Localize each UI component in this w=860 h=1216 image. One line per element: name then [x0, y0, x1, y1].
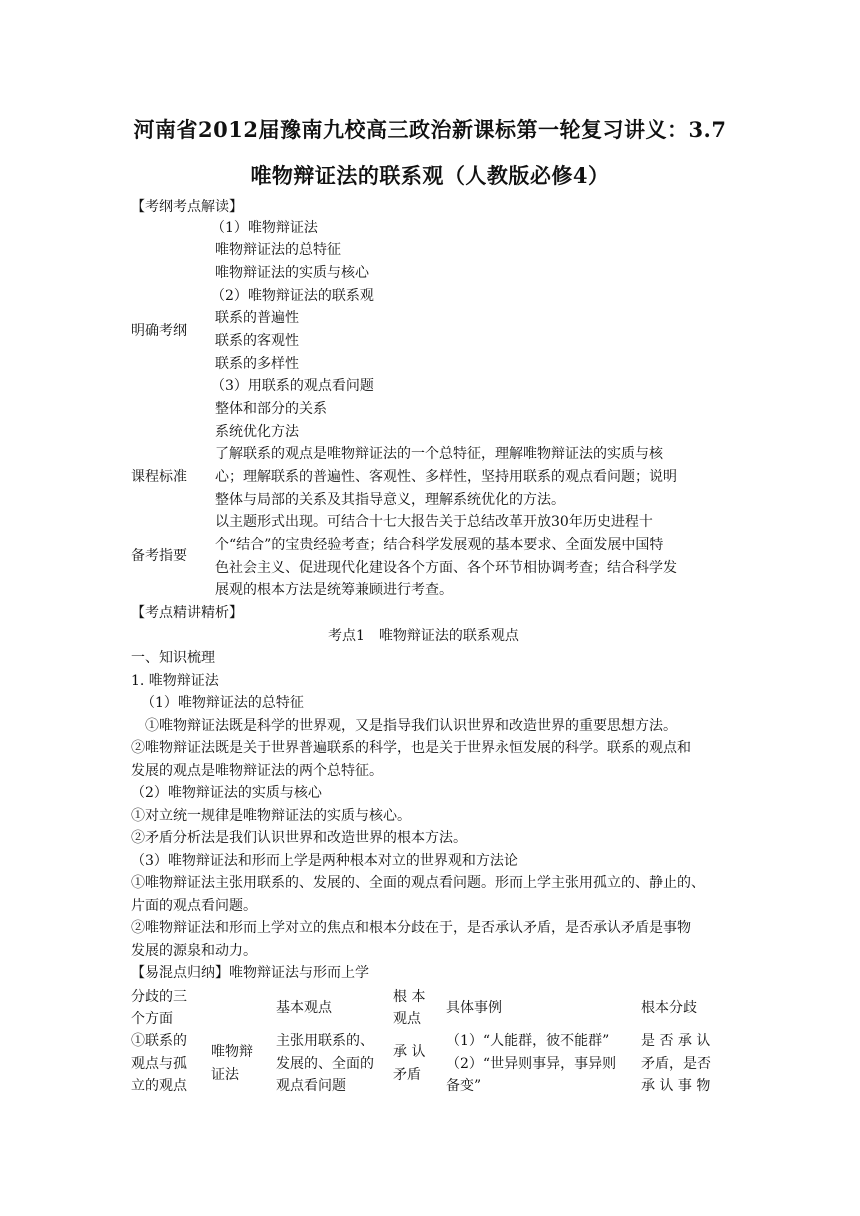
- body-line: ①唯物辩证法主张用联系的、发展的、全面的观点看问题。形而上学主张用孤立的、静止的、: [131, 875, 705, 891]
- section-header-jingjiang: 【考点精讲精析】: [131, 605, 243, 621]
- body-line: 发展的源泉和动力。: [131, 943, 257, 959]
- th-fenqi-2: 个方面: [131, 1011, 173, 1027]
- body-line: （1）唯物辩证法的总特征: [141, 695, 304, 711]
- kecheng-line: 心；理解联系的普遍性、客观性、多样性，坚持用联系的观点看问题；说明: [215, 469, 677, 485]
- body-line: 一、知识梳理: [131, 650, 215, 666]
- kecheng-label: 课程标准: [131, 469, 187, 485]
- beikao-label: 备考指要: [131, 548, 187, 564]
- body-line: ②矛盾分析法是我们认识世界和改造世界的根本方法。: [131, 830, 467, 846]
- mingque-item: 联系的客观性: [215, 333, 299, 349]
- mingque-item: 唯物辩证法的总特征: [215, 242, 341, 258]
- body-line: （2）唯物辩证法的实质与核心: [131, 785, 322, 801]
- yihun-header: 【易混点归纳】唯物辩证法与形而上学: [131, 965, 369, 981]
- th-jiben: 基本观点: [276, 1000, 332, 1016]
- td-genben-guandian: 矛盾: [393, 1067, 421, 1083]
- td-jiben: 观点看问题: [276, 1078, 346, 1094]
- td-genben-fenqi: 承 认 事 物: [641, 1078, 711, 1094]
- td-fenqi: ①联系的: [131, 1033, 187, 1049]
- td-jiben: 主张用联系的、: [276, 1033, 374, 1049]
- body-line: ①对立统一规律是唯物辩证法的实质与核心。: [131, 808, 411, 824]
- th-genben-fenqi: 根本分歧: [641, 1000, 697, 1016]
- th-fenqi-1: 分歧的三: [131, 989, 187, 1005]
- doc-title-line2: 唯物辩证法的联系观（人教版必修4）: [250, 163, 610, 188]
- th-genben-guandian-1: 根 本: [393, 989, 426, 1005]
- beikao-line: 以主题形式出现。可结合十七大报告关于总结改革开放30年历史进程十: [215, 514, 653, 530]
- body-line: ②唯物辩证法既是关于世界普遍联系的科学，也是关于世界永恒发展的科学。联系的观点和: [131, 740, 691, 756]
- td-genben-fenqi: 是 否 承 认: [641, 1033, 711, 1049]
- body-line: ②唯物辩证法和形而上学对立的焦点和根本分歧在于，是否承认矛盾，是否承认矛盾是事物: [131, 920, 691, 936]
- mingque-item: 唯物辩证法的实质与核心: [215, 265, 369, 281]
- td-genben-guandian: 承 认: [393, 1044, 426, 1060]
- td-shili: （2）“世异则事异，事异则: [446, 1056, 617, 1072]
- beikao-line: 色社会主义、促进现代化建设各个方面、各个环节相协调考查；结合科学发: [215, 560, 677, 576]
- td-jiben: 发展的、全面的: [276, 1056, 374, 1072]
- mingque-item: （3）用联系的观点看问题: [211, 378, 374, 394]
- td-side: 证法: [211, 1067, 239, 1083]
- body-line: （3）唯物辩证法和形而上学是两种根本对立的世界观和方法论: [131, 853, 518, 869]
- body-line: 发展的观点是唯物辩证法的两个总特征。: [131, 763, 383, 779]
- mingque-item: （2）唯物辩证法的联系观: [211, 288, 374, 304]
- mingque-item: 联系的多样性: [215, 356, 299, 372]
- td-side: 唯物辩: [211, 1044, 253, 1060]
- mingque-item: 联系的普遍性: [215, 310, 299, 326]
- beikao-line: 个“结合”的宝贵经验考查；结合科学发展观的基本要求、全面发展中国特: [215, 537, 664, 553]
- th-shili: 具体事例: [446, 1000, 502, 1016]
- kecheng-line: 了解联系的观点是唯物辩证法的一个总特征，理解唯物辩证法的实质与核: [215, 446, 663, 462]
- body-line: 1. 唯物辩证法: [131, 673, 219, 689]
- td-shili: （1）“人能群，彼不能群”: [446, 1033, 610, 1049]
- mingque-item: 系统优化方法: [215, 424, 299, 440]
- kaodian-title: 考点1 唯物辩证法的联系观点: [328, 628, 519, 644]
- section-header-kaogang: 【考纲考点解读】: [131, 199, 243, 215]
- kecheng-line: 整体与局部的关系及其指导意义，理解系统优化的方法。: [215, 492, 565, 508]
- th-genben-guandian-2: 观点: [393, 1011, 421, 1027]
- mingque-item: 整体和部分的关系: [215, 401, 327, 417]
- mingque-label: 明确考纲: [131, 323, 187, 339]
- td-fenqi: 立的观点: [131, 1078, 187, 1094]
- beikao-line: 展观的根本方法是统筹兼顾进行考查。: [215, 582, 453, 598]
- td-shili: 备变”: [446, 1078, 482, 1094]
- body-line: ①唯物辩证法既是科学的世界观，又是指导我们认识世界和改造世界的重要思想方法。: [145, 718, 677, 734]
- mingque-item: （1）唯物辩证法: [211, 220, 318, 236]
- doc-title-line1: 河南省2012届豫南九校高三政治新课标第一轮复习讲义：3.7: [133, 117, 727, 142]
- td-genben-fenqi: 矛盾，是否: [641, 1056, 711, 1072]
- td-fenqi: 观点与孤: [131, 1056, 187, 1072]
- body-line: 片面的观点看问题。: [131, 898, 257, 914]
